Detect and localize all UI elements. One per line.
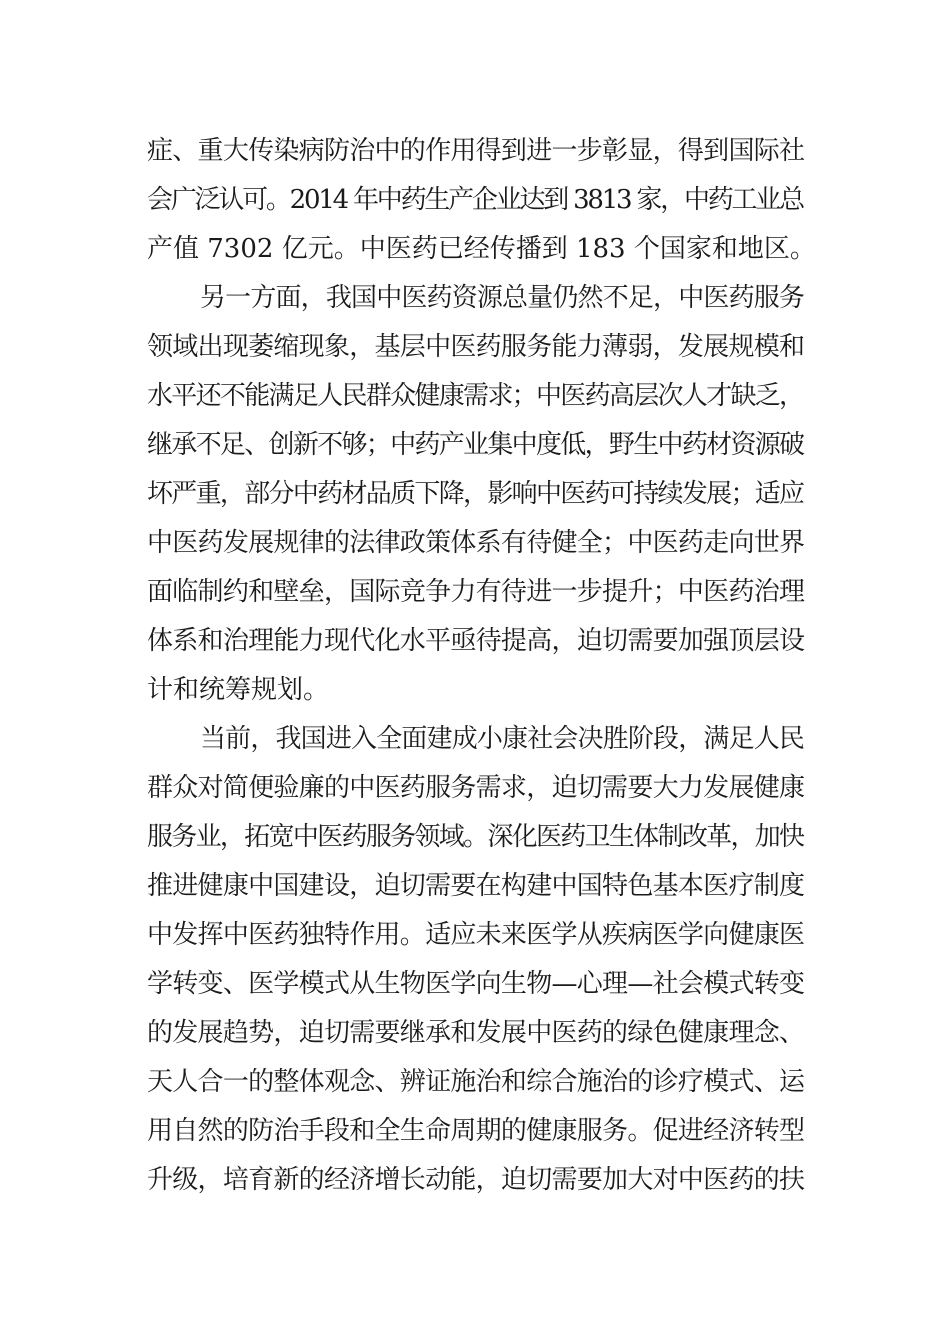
text-line [0, 225, 950, 274]
text-line [0, 470, 950, 519]
text-line [0, 1009, 950, 1058]
line-text: 继承不足、创新不够；中药产业集中度低，野生中药材资源破 [147, 430, 804, 460]
line-text: 水平还不能满足人民群众健康需求；中医药高层次人才缺乏， [147, 381, 804, 411]
text-line [0, 617, 950, 666]
line-text: 坏严重，部分中药材品质下降，影响中医药可持续发展；适应 [147, 479, 804, 509]
line-text: 群众对简便验廉的中医药服务需求，迫切需要大力发展健康 [147, 773, 805, 803]
line-text: 升级，培育新的经济增长动能，迫切需要加大对中医药的扶 [147, 1165, 805, 1195]
text-line [0, 1107, 950, 1156]
paragraph-start-line [0, 715, 950, 764]
text-line [0, 666, 950, 715]
text-line [0, 176, 950, 225]
text-line [0, 372, 950, 421]
line-text: 另一方面，我国中医药资源总量仍然不足，中医药服务 [200, 283, 805, 313]
text-line [0, 813, 950, 862]
text-line [0, 862, 950, 911]
paragraph-start-line [0, 274, 950, 323]
text-line [0, 960, 950, 1009]
line-text: 症、重大传染病防治中的作用得到进一步彰显，得到国际社 [147, 136, 805, 166]
line-text: 中医药发展规律的法律政策体系有待健全；中医药走向世界 [147, 528, 805, 558]
line-text: 推进健康中国建设，迫切需要在构建中国特色基本医疗制度 [147, 871, 805, 901]
line-text: 会广泛认可。2014 年中药生产企业达到 3813 家，中药工业总 [147, 185, 803, 215]
line-text: 体系和治理能力现代化水平亟待提高，迫切需要加强顶层设 [147, 626, 805, 656]
text-line [0, 764, 950, 813]
line-text: 用自然的防治手段和全生命周期的健康服务。促进经济转型 [147, 1116, 805, 1146]
text-line [0, 127, 950, 176]
text-line [0, 519, 950, 568]
line-text: 产值 7302 亿元。中医药已经传播到 183 个国家和地区。 [147, 234, 816, 264]
line-text: 中发挥中医药独特作用。适应未来医学从疾病医学向健康医 [147, 920, 805, 950]
text-line [0, 1058, 950, 1107]
line-text: 面临制约和壁垒，国际竞争力有待进一步提升；中医药治理 [147, 577, 805, 607]
text-line [0, 568, 950, 617]
text-line [0, 1156, 950, 1205]
line-text: 计和统筹规划。 [147, 675, 330, 705]
line-text: 学转变、医学模式从生物医学向生物—心理—社会模式转变 [147, 969, 805, 999]
line-text: 服务业，拓宽中医药服务领域。深化医药卫生体制改革，加快 [147, 822, 804, 852]
text-line [0, 323, 950, 372]
line-text: 当前，我国进入全面建成小康社会决胜阶段，满足人民 [200, 724, 805, 754]
line-text: 的发展趋势，迫切需要继承和发展中医药的绿色健康理念、 [147, 1018, 805, 1048]
line-text: 领域出现萎缩现象，基层中医药服务能力薄弱，发展规模和 [147, 332, 805, 362]
text-line [0, 911, 950, 960]
text-line [0, 421, 950, 470]
line-text: 天人合一的整体观念、辨证施治和综合施治的诊疗模式、运 [147, 1067, 805, 1097]
